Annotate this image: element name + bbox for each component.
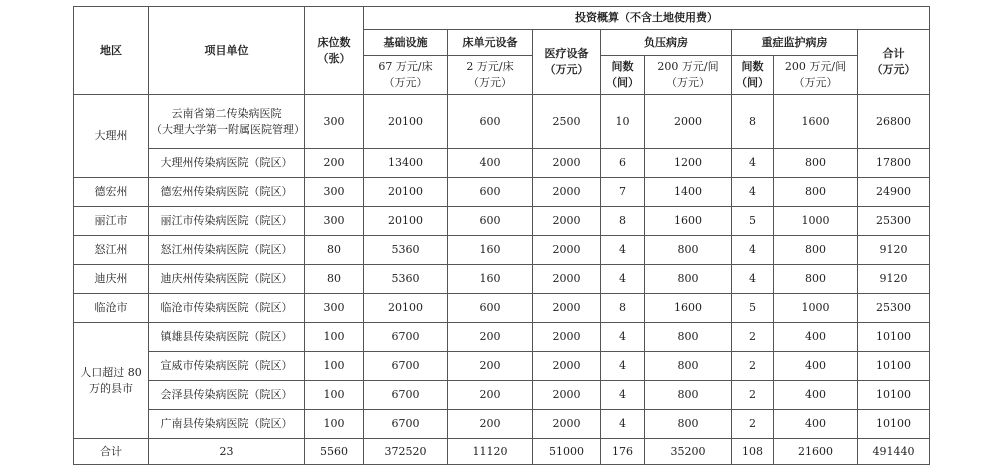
neg-amount-cell: 1400 bbox=[645, 178, 732, 207]
table-row bbox=[74, 265, 930, 294]
beds-cell: 100 bbox=[305, 410, 364, 439]
beds-cell: 300 bbox=[305, 294, 364, 323]
beds-cell: 300 bbox=[305, 178, 364, 207]
icu-rooms-cell: 8 bbox=[732, 95, 774, 149]
medical-cell: 2000 bbox=[533, 178, 601, 207]
region-line: 人口超过 80 bbox=[80, 365, 142, 379]
infra-rate-label: 67 万元/床 bbox=[378, 60, 433, 73]
region-line: 万的县市 bbox=[89, 381, 133, 395]
unit-cell bbox=[149, 95, 305, 149]
totals-total: 491440 bbox=[858, 439, 930, 465]
icu-rate-label: 200 万元/间 bbox=[784, 60, 847, 73]
neg-amount-cell: 800 bbox=[645, 410, 732, 439]
infra-cell: 20100 bbox=[364, 178, 448, 207]
neg-amount-cell: 800 bbox=[645, 381, 732, 410]
totals-neg-rooms: 176 bbox=[601, 439, 645, 465]
region-cell bbox=[74, 323, 149, 439]
header-total-label: 合计 bbox=[882, 47, 905, 60]
table-row bbox=[74, 410, 930, 439]
infra-cell: 6700 bbox=[364, 352, 448, 381]
bed-equip-unit-label: （万元） bbox=[468, 76, 512, 89]
neg-amount-cell: 800 bbox=[645, 236, 732, 265]
neg-rooms-cell: 4 bbox=[601, 410, 645, 439]
total-cell: 25300 bbox=[858, 207, 930, 236]
header-negative: 负压病房 bbox=[601, 30, 732, 56]
table-row bbox=[74, 236, 930, 265]
icu-rooms-cell: 4 bbox=[732, 149, 774, 178]
icu-amount-cell: 400 bbox=[774, 410, 858, 439]
infra-cell: 20100 bbox=[364, 95, 448, 149]
neg-rooms-cell: 4 bbox=[601, 265, 645, 294]
neg-rooms-cell: 4 bbox=[601, 352, 645, 381]
unit-cell: 大理州传染病医院（院区） bbox=[149, 149, 305, 178]
bed-equip-cell: 200 bbox=[448, 381, 533, 410]
icu-rooms-label: 间数 bbox=[741, 60, 764, 73]
neg-rate-label: 200 万元/间 bbox=[657, 60, 719, 73]
header-total bbox=[858, 30, 930, 95]
icu-rooms-cell: 5 bbox=[732, 207, 774, 236]
infra-cell: 5360 bbox=[364, 265, 448, 294]
region-cell: 迪庆州 bbox=[74, 265, 149, 294]
header-beds-label: 床位数 bbox=[317, 35, 351, 49]
unit-cell: 怒江州传染病医院（院区） bbox=[149, 236, 305, 265]
region-cell: 丽江市 bbox=[74, 207, 149, 236]
unit-cell: 德宏州传染病医院（院区） bbox=[149, 178, 305, 207]
header-icu-amount bbox=[774, 56, 858, 95]
table-row bbox=[74, 381, 930, 410]
icu-amount-cell: 1000 bbox=[774, 207, 858, 236]
bed-equip-cell: 200 bbox=[448, 323, 533, 352]
header-bed-equip: 床单元设备 bbox=[448, 30, 533, 56]
neg-rooms-cell: 7 bbox=[601, 178, 645, 207]
neg-rooms-cell: 4 bbox=[601, 323, 645, 352]
totals-infra: 372520 bbox=[364, 439, 448, 465]
icu-rooms-cell: 4 bbox=[732, 178, 774, 207]
neg-amount-cell: 800 bbox=[645, 323, 732, 352]
region-cell: 怒江州 bbox=[74, 236, 149, 265]
icu-amount-cell: 400 bbox=[774, 381, 858, 410]
neg-amount-cell: 1600 bbox=[645, 207, 732, 236]
total-cell: 10100 bbox=[858, 410, 930, 439]
header-investment: 投资概算（不含土地使用费） bbox=[364, 7, 930, 30]
icu-rooms-unit: （间） bbox=[736, 76, 769, 89]
infra-cell: 5360 bbox=[364, 236, 448, 265]
header-unit: 项目单位 bbox=[149, 7, 305, 95]
medical-cell: 2000 bbox=[533, 352, 601, 381]
icu-rooms-cell: 2 bbox=[732, 381, 774, 410]
header-medical-unit: （万元） bbox=[544, 63, 589, 76]
header-row-1 bbox=[74, 7, 930, 30]
beds-cell: 100 bbox=[305, 352, 364, 381]
header-infra-rate bbox=[364, 56, 448, 95]
totals-units: 23 bbox=[149, 439, 305, 465]
bed-equip-cell: 200 bbox=[448, 410, 533, 439]
unit-cell: 镇雄县传染病医院（院区） bbox=[149, 323, 305, 352]
medical-cell: 2000 bbox=[533, 236, 601, 265]
bed-equip-cell: 160 bbox=[448, 236, 533, 265]
totals-row bbox=[74, 439, 930, 465]
infra-cell: 20100 bbox=[364, 207, 448, 236]
totals-medical: 51000 bbox=[533, 439, 601, 465]
total-cell: 9120 bbox=[858, 265, 930, 294]
neg-rooms-unit: （间） bbox=[606, 76, 639, 89]
icu-amount-cell: 400 bbox=[774, 323, 858, 352]
table-row bbox=[74, 149, 930, 178]
infra-cell: 13400 bbox=[364, 149, 448, 178]
header-infra: 基础设施 bbox=[364, 30, 448, 56]
icu-amount-cell: 800 bbox=[774, 149, 858, 178]
neg-rooms-cell: 8 bbox=[601, 294, 645, 323]
table-row bbox=[74, 323, 930, 352]
table-row bbox=[74, 352, 930, 381]
bed-equip-cell: 400 bbox=[448, 149, 533, 178]
unit-line: （大理大学第一附属医院管理） bbox=[151, 122, 305, 136]
medical-cell: 2000 bbox=[533, 294, 601, 323]
totals-neg-amount: 35200 bbox=[645, 439, 732, 465]
neg-rooms-cell: 6 bbox=[601, 149, 645, 178]
beds-cell: 80 bbox=[305, 265, 364, 294]
icu-rooms-cell: 4 bbox=[732, 265, 774, 294]
icu-rooms-cell: 2 bbox=[732, 410, 774, 439]
table-row bbox=[74, 294, 930, 323]
region-cell: 临沧市 bbox=[74, 294, 149, 323]
neg-rooms-cell: 4 bbox=[601, 381, 645, 410]
bed-equip-rate-label: 2 万元/床 bbox=[466, 60, 514, 73]
header-icu-rooms bbox=[732, 56, 774, 95]
region-cell: 德宏州 bbox=[74, 178, 149, 207]
unit-cell: 迪庆州传染病医院（院区） bbox=[149, 265, 305, 294]
icu-amount-cell: 1600 bbox=[774, 95, 858, 149]
beds-cell: 100 bbox=[305, 323, 364, 352]
bed-equip-cell: 600 bbox=[448, 207, 533, 236]
header-medical bbox=[533, 30, 601, 95]
medical-cell: 2000 bbox=[533, 265, 601, 294]
header-neg-rooms bbox=[601, 56, 645, 95]
unit-cell: 广南县传染病医院（院区） bbox=[149, 410, 305, 439]
unit-cell: 宣威市传染病医院（院区） bbox=[149, 352, 305, 381]
total-cell: 10100 bbox=[858, 323, 930, 352]
unit-cell: 临沧市传染病医院（院区） bbox=[149, 294, 305, 323]
total-cell: 24900 bbox=[858, 178, 930, 207]
neg-amount-cell: 1200 bbox=[645, 149, 732, 178]
medical-cell: 2000 bbox=[533, 207, 601, 236]
neg-amount-cell: 2000 bbox=[645, 95, 732, 149]
unit-cell: 会泽县传染病医院（院区） bbox=[149, 381, 305, 410]
icu-amount-cell: 800 bbox=[774, 265, 858, 294]
medical-cell: 2000 bbox=[533, 381, 601, 410]
beds-cell: 300 bbox=[305, 207, 364, 236]
totals-icu-amount: 21600 bbox=[774, 439, 858, 465]
bed-equip-cell: 600 bbox=[448, 294, 533, 323]
header-region: 地区 bbox=[74, 7, 149, 95]
beds-cell: 200 bbox=[305, 149, 364, 178]
header-medical-label: 医疗设备 bbox=[544, 47, 589, 60]
beds-cell: 100 bbox=[305, 381, 364, 410]
infra-cell: 6700 bbox=[364, 323, 448, 352]
total-cell: 9120 bbox=[858, 236, 930, 265]
header-bed-equip-rate bbox=[448, 56, 533, 95]
icu-amount-cell: 800 bbox=[774, 178, 858, 207]
unit-line: 云南省第二传染病医院 bbox=[171, 106, 282, 120]
infra-cell: 6700 bbox=[364, 381, 448, 410]
total-cell: 26800 bbox=[858, 95, 930, 149]
table-row bbox=[74, 95, 930, 149]
bed-equip-cell: 160 bbox=[448, 265, 533, 294]
totals-beds: 5560 bbox=[305, 439, 364, 465]
icu-rooms-cell: 5 bbox=[732, 294, 774, 323]
header-neg-amount bbox=[645, 56, 732, 95]
header-beds bbox=[305, 7, 364, 95]
region-cell: 大理州 bbox=[74, 95, 149, 178]
icu-amount-cell: 400 bbox=[774, 352, 858, 381]
infra-cell: 20100 bbox=[364, 294, 448, 323]
bed-equip-cell: 600 bbox=[448, 178, 533, 207]
medical-cell: 2500 bbox=[533, 95, 601, 149]
neg-amount-cell: 800 bbox=[645, 265, 732, 294]
neg-amount-unit: （万元） bbox=[666, 76, 710, 89]
icu-rooms-cell: 2 bbox=[732, 323, 774, 352]
icu-amount-cell: 1000 bbox=[774, 294, 858, 323]
beds-cell: 80 bbox=[305, 236, 364, 265]
neg-rooms-cell: 8 bbox=[601, 207, 645, 236]
bed-equip-cell: 600 bbox=[448, 95, 533, 149]
medical-cell: 2000 bbox=[533, 323, 601, 352]
infra-cell: 6700 bbox=[364, 410, 448, 439]
icu-amount-cell: 800 bbox=[774, 236, 858, 265]
infra-unit-label: （万元） bbox=[383, 76, 428, 89]
total-cell: 10100 bbox=[858, 381, 930, 410]
totals-bed-equip: 11120 bbox=[448, 439, 533, 465]
neg-rooms-label: 间数 bbox=[611, 60, 634, 73]
beds-cell: 300 bbox=[305, 95, 364, 149]
total-cell: 25300 bbox=[858, 294, 930, 323]
totals-label: 合计 bbox=[74, 439, 149, 465]
totals-icu-rooms: 108 bbox=[732, 439, 774, 465]
header-total-unit: （万元） bbox=[871, 63, 916, 76]
icu-rooms-cell: 2 bbox=[732, 352, 774, 381]
icu-amount-unit: （万元） bbox=[793, 76, 838, 89]
table-row bbox=[74, 207, 930, 236]
table-row bbox=[74, 178, 930, 207]
total-cell: 10100 bbox=[858, 352, 930, 381]
neg-amount-cell: 800 bbox=[645, 352, 732, 381]
bed-equip-cell: 200 bbox=[448, 352, 533, 381]
neg-rooms-cell: 10 bbox=[601, 95, 645, 149]
medical-cell: 2000 bbox=[533, 149, 601, 178]
neg-amount-cell: 1600 bbox=[645, 294, 732, 323]
header-icu: 重症监护病房 bbox=[732, 30, 858, 56]
header-beds-unit: （张） bbox=[317, 51, 351, 65]
total-cell: 17800 bbox=[858, 149, 930, 178]
neg-rooms-cell: 4 bbox=[601, 236, 645, 265]
unit-cell: 丽江市传染病医院（院区） bbox=[149, 207, 305, 236]
icu-rooms-cell: 4 bbox=[732, 236, 774, 265]
medical-cell: 2000 bbox=[533, 410, 601, 439]
investment-table bbox=[73, 6, 930, 465]
